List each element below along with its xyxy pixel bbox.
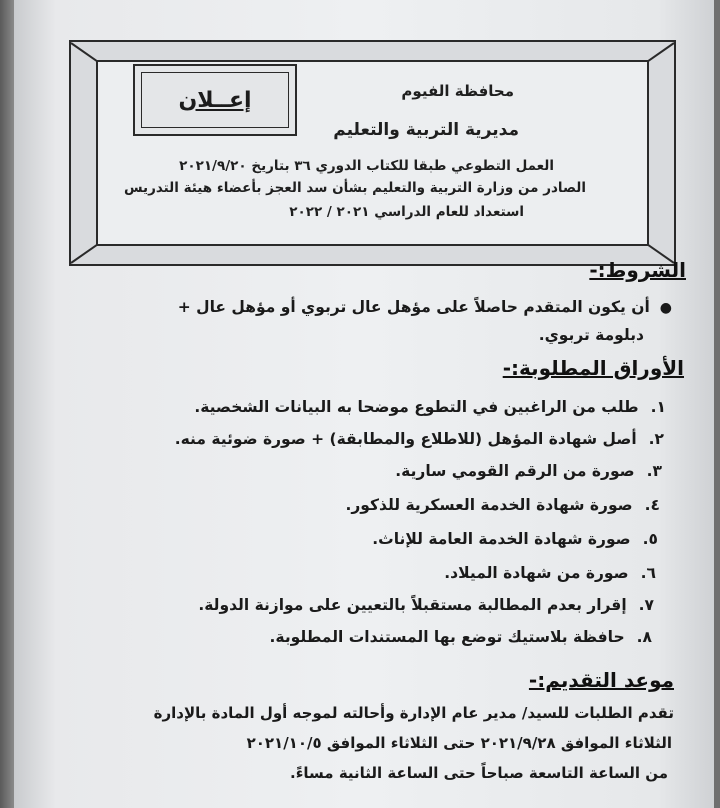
application-line-2: الثلاثاء الموافق ٢٠٢١/٩/٢٨ حتى الثلاثاء الموافق ٢٠٢١/١٠/٥ xyxy=(246,734,672,752)
item-number: ٢. xyxy=(648,430,664,448)
list-item xyxy=(194,398,666,416)
item-number: ٦. xyxy=(640,564,656,582)
application-line-3: من الساعة التاسعة صباحاً حتى الساعة الثانية مساءً. xyxy=(290,764,668,782)
frame-bevel-tl xyxy=(70,42,97,62)
list-item xyxy=(270,628,652,646)
announcement-paper xyxy=(14,0,714,808)
item-text: حافظة بلاستيك توضع بها المستندات المطلوبة. xyxy=(269,628,625,646)
item-text: إقرار بعدم المطالبة مستقبلاً بالتعيين على موازنة الدولة. xyxy=(198,596,627,614)
list-item xyxy=(198,596,654,614)
announcement-title: إعــلان xyxy=(178,87,252,113)
header-frame xyxy=(69,40,676,266)
list-item xyxy=(395,462,662,480)
announcement-title-box xyxy=(133,64,297,136)
header-line-1: العمل التطوعي طبقا للكتاب الدوري ٣٦ بتاريخ ٢٠٢١/٩/٢٠ xyxy=(179,158,554,174)
list-item xyxy=(175,430,664,448)
frame-bevel-bl xyxy=(70,244,97,264)
conditions-line-1 xyxy=(178,298,672,316)
background-shadow xyxy=(0,0,14,808)
frame-bevel-tr xyxy=(647,42,674,62)
governorate-name: محافظة الفيوم xyxy=(401,82,514,100)
header-line-2: الصادر من وزارة التربية والتعليم بشأن سد العجز بأعضاء هيئة التدريس xyxy=(123,180,586,196)
item-number: ٥. xyxy=(642,530,658,548)
directorate-name: مديرية التربية والتعليم xyxy=(333,120,519,140)
item-text: صورة شهادة الخدمة العسكرية للذكور. xyxy=(345,496,633,514)
conditions-line-2: دبلومة تربوي. xyxy=(538,326,644,344)
item-number: ٧. xyxy=(638,596,654,614)
item-text: صورة شهادة الخدمة العامة للإناث. xyxy=(372,530,631,548)
item-number: ٣. xyxy=(646,462,662,480)
item-text: طلب من الراغبين في التطوع موضحا به البيانات الشخصية. xyxy=(194,398,639,416)
conditions-text-1: أن يكون المتقدم حاصلاً على مؤهل عال تربوي أو مؤهل عال + xyxy=(177,298,650,316)
item-text: أصل شهادة المؤهل (للاطلاع والمطابقة) + صورة ضوئية منه. xyxy=(174,430,637,448)
bullet-icon: ● xyxy=(659,300,672,316)
application-heading: موعد التقديم:- xyxy=(528,668,674,692)
list-item xyxy=(345,496,660,514)
item-text: صورة من الرقم القومي سارية. xyxy=(395,462,635,480)
list-item xyxy=(444,564,656,582)
item-number: ٨. xyxy=(636,628,652,646)
item-number: ٤. xyxy=(644,496,660,514)
announcement-title-inner xyxy=(141,72,289,128)
application-line-1: تقدم الطلبات للسيد/ مدير عام الإدارة وأحالته لموجه أول المادة بالإدارة xyxy=(153,704,674,722)
conditions-heading: الشروط:- xyxy=(589,258,686,282)
documents-heading: الأوراق المطلوبة:- xyxy=(502,356,684,380)
item-text: صورة من شهادة الميلاد. xyxy=(444,564,629,582)
header-line-3: استعداد للعام الدراسي ٢٠٢١ / ٢٠٢٢ xyxy=(289,204,524,220)
list-item xyxy=(372,530,658,548)
item-number: ١. xyxy=(650,398,666,416)
